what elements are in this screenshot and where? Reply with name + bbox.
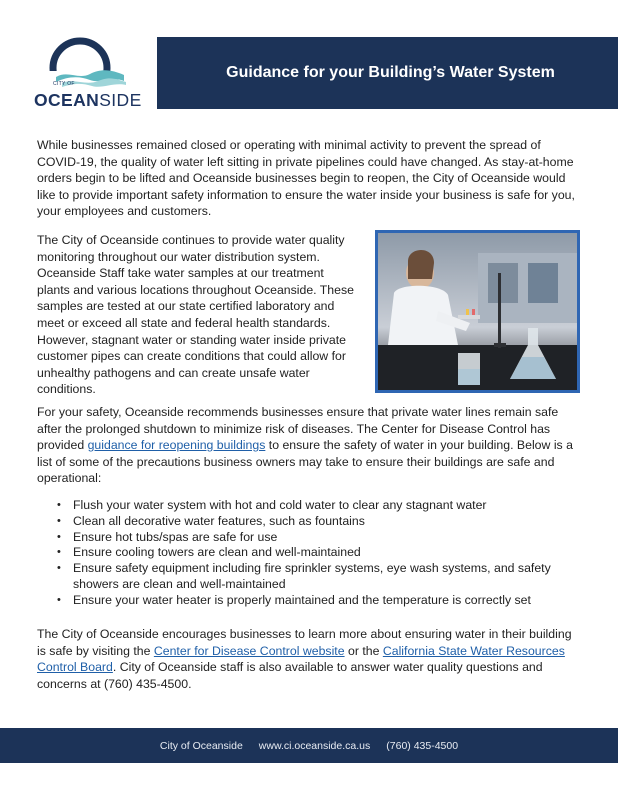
water-board-link[interactable]: California State Water Resources Control Board xyxy=(37,643,565,675)
precautions-list xyxy=(56,498,576,609)
monitoring-paragraph: The City of Oceanside continues to provide water quality monitoring throughout our water distribution system. Oceanside Staff take water samples at our treatment plants and various locations throughout Oceanside. These samples are tested at our state certified laboratory and meet or exceed all state and federal health standards. However, stagnant water or standing water inside private customer pipes can create conditions that could allow for unhealthy pathogens and can create unsafe water conditions. xyxy=(37,233,354,397)
safety-text-1: For your safety, Oceanside recommends businesses ensure that private water lines remain safe after the prolonged shutdown to minimize risk of diseases. The Center for Disease Control has provided xyxy=(37,405,559,453)
page-title: Guidance for your Building’s Water System xyxy=(226,64,555,81)
list-item-text: Flush your water system with hot and cold water to clear any stagnant water xyxy=(73,498,487,512)
bullet-icon: • xyxy=(57,593,61,606)
list-item xyxy=(56,498,576,514)
list-item xyxy=(56,593,576,609)
safety-paragraph xyxy=(37,404,582,487)
bullet-icon: • xyxy=(57,562,61,575)
list-item-text: Clean all decorative water features, such as fountains xyxy=(73,513,365,528)
lab-photo-icon xyxy=(378,233,577,390)
closing-text-2: or the xyxy=(344,643,383,658)
footer-phone: (760) 435-4500 xyxy=(386,739,459,752)
bullet-icon: • xyxy=(57,530,61,543)
logo-city-of: CITY OF xyxy=(53,81,75,87)
cdc-website-link[interactable]: Center for Disease Control website xyxy=(153,643,345,658)
reopening-guidance-link[interactable]: guidance for reopening buildings xyxy=(87,438,266,453)
list-item xyxy=(56,514,576,530)
bullet-icon: • xyxy=(57,514,61,527)
oceanside-logo xyxy=(34,34,154,110)
list-item xyxy=(56,530,576,546)
closing-text-1: The City of Oceanside encourages businesses to learn more about ensuring water in their building is safe by visiting the xyxy=(37,627,572,658)
footer-bar xyxy=(0,728,618,763)
safety-text-2: to ensure the safety of water in your building. Below is a list of some of the precautions business owners may take to ensure their buildings are safe and operational: xyxy=(37,438,573,486)
list-item-text: Ensure hot tubs/spas are safe for use xyxy=(73,529,278,544)
footer-website: www.ci.oceanside.ca.us xyxy=(258,739,371,752)
bullet-icon: • xyxy=(57,499,61,511)
logo-ring-icon xyxy=(34,34,154,94)
intro-paragraph: While businesses remained closed or operating with minimal activity to prevent the spread of COVID-19, the quality of water left sitting in private pipelines could have changed. As stay-at-home orders begin to be lifted and Oceanside businesses begin to reopen, the City of Oceanside would like to provide important safety information to ensure the water inside your business is safe for you, your employees and customers. xyxy=(37,138,575,219)
logo-wordmark xyxy=(34,90,142,111)
list-item-text: Ensure cooling towers are clean and well-maintained xyxy=(73,545,361,560)
list-item-text: Ensure safety equipment including fire sprinkler systems, eye wash systems, and safety showers are clean and well-maintained xyxy=(73,561,551,591)
list-item xyxy=(56,561,576,593)
lab-photo xyxy=(375,230,580,393)
closing-paragraph xyxy=(37,626,582,692)
logo-word-bold: OCEAN xyxy=(34,90,100,110)
logo-word-light: SIDE xyxy=(99,90,142,110)
closing-text-3: . City of Oceanside staff is also available to answer water quality questions and concerns at (760) 435-4500. xyxy=(37,660,543,691)
list-item xyxy=(56,545,576,561)
list-item-text: Ensure your water heater is properly maintained and the temperature is correctly set xyxy=(73,592,531,607)
bullet-icon: • xyxy=(57,546,61,559)
footer-city-name: City of Oceanside xyxy=(159,739,243,752)
header-bar xyxy=(157,37,618,109)
